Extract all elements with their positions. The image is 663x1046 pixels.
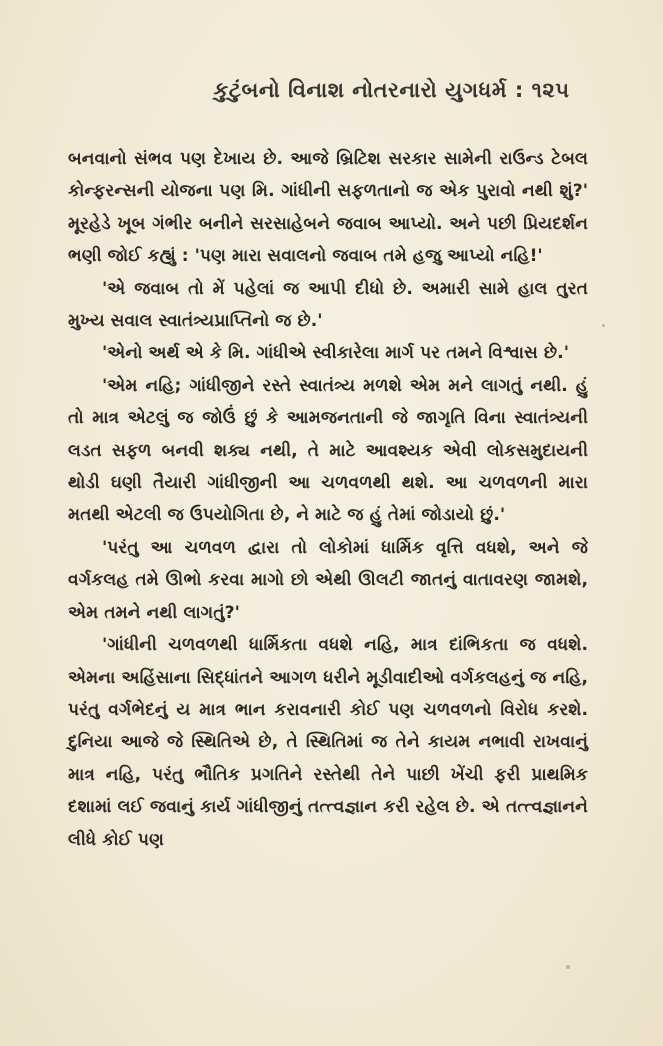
paper-speck bbox=[602, 324, 605, 327]
paragraph: 'એ જવાબ તો મેં પહેલાં જ આપી દીધો છે. અમારી સામે હાલ તુરત મુખ્ય સવાલ સ્વાતંત્ર્યપ્રાપ્તિનો જ છે.' bbox=[68, 278, 588, 332]
paragraph: 'પરંતુ આ ચળવળ દ્વારા તો લોકોમાં ધાર્મિક વૃત્તિ વધશે, અને જે વર્ગકલહ તમે ઊભો કરવા માગો છો એથી ઊલટી જાતનું વાતાવરણ જામશે, એમ તમને નથી લાગતું?' bbox=[68, 537, 588, 623]
paragraph: 'ગાંધીની ચળવળથી ધાર્મિકતા વધશે નહિ, માત્ર દાંભિકતા જ વધશે. એમના અહિંસાના સિદ્ધાંતને આગળ ધરીને મૂડીવાદીઓ વર્ગકલહનું જ નહિ, પરંતુ વર્ગભેદનું ય માત્ર ભાન કરાવનારી કોઈ પણ ચળવળનો વિરોધ કરશે. દુનિયા આજે જે સ્થિતિએ છે, તે સ્થિતિમાં જ તેને કાયમ નભાવી રાખવાનું માત્ર નહિ, પરંતુ ભૌતિક પ્રગતિને રસ્તેથી તેને પાછી ખેંચી ફરી પ્રાથમિક દશામાં લઈ જવાનું કાર્ય ગાંધીજીનું તત્ત્વજ્ઞાન કરી રહેલ છે. એ તત્ત્વજ્ઞાનને લીધે કોઈ પણ bbox=[68, 635, 588, 850]
paper-speck bbox=[566, 965, 570, 969]
paragraph: બનવાનો સંભવ પણ દેખાય છે. આજે બ્રિટિશ સરકાર સામેની રાઉન્ડ ટેબલ કોન્ફરન્સની યોજના પણ મિ. ગાંધીની સફળતાનો જ એક પુરાવો નથી શું?' મૂરહેડે ખૂબ ગંભીર બનીને સરસાહેબને જવાબ આપ્યો. અને પછી પ્રિયદર્શન ભણી જોઈ કહ્યું : 'પણ મારા સવાલનો જવાબ તમે હજુ આપ્યો નહિ!' bbox=[68, 149, 588, 267]
paragraph: 'એનો અર્થ એ કે મિ. ગાંધીએ સ્વીકારેલા માર્ગ પર તમને વિશ્વાસ છે.' bbox=[102, 343, 569, 364]
paragraph: 'એમ નહિ; ગાંધીજીને રસ્તે સ્વાતંત્ર્ય મળશે એમ મને લાગતું નથી. હું તો માત્ર એટલું જ જોઉં છું કે આમજનતાની જે જાગૃતિ વિના સ્વાતંત્ર્યની લડત સફળ બનવી શક્ય નથી, તે માટે આવશ્યક એવી લોકસમુદાયની થોડી ઘણી તૈયારી ગાંધીજીની આ ચળવળથી થશે. આ ચળવળની મારા મતથી એટલી જ ઉપયોગિતા છે, ને માટે જ હું તેમાં જોડાયો છું.' bbox=[68, 375, 588, 526]
body-text bbox=[68, 143, 588, 856]
page-header bbox=[0, 78, 663, 103]
running-head: કુટુંબનો વિનાશ નોતરનારો યુગધર્મ : ૧૨૫ bbox=[213, 78, 570, 102]
